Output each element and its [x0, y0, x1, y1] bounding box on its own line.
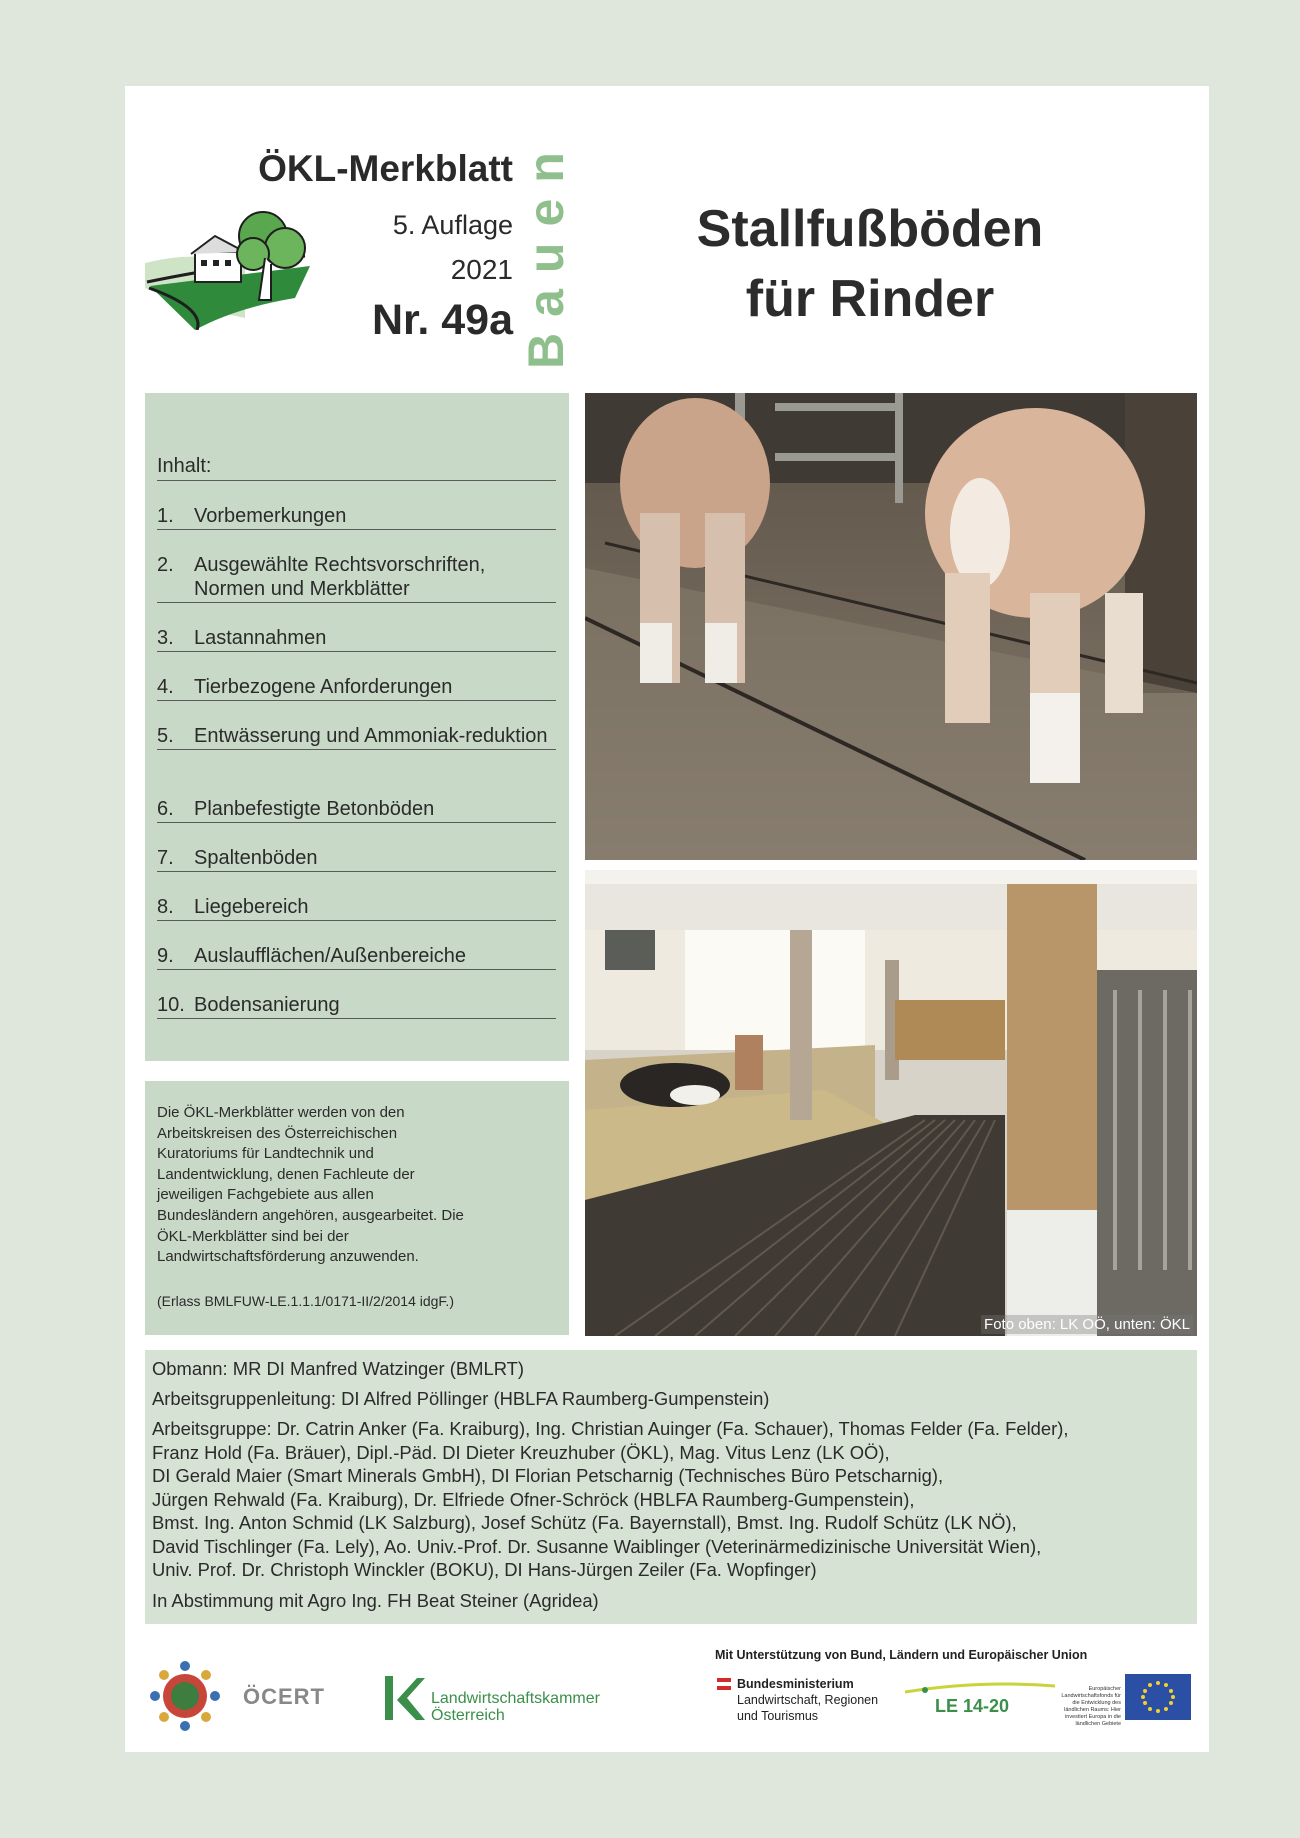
toc-item[interactable]: [157, 846, 556, 872]
support-statement: Mit Unterstützung von Bund, Ländern und Europäischer Union: [715, 1648, 1088, 1662]
toc-item-number: 2.: [157, 554, 174, 576]
main-title-line-1: Stallfußböden: [696, 200, 1044, 258]
toc-item[interactable]: [157, 626, 556, 652]
working-group-credits: [145, 1350, 1197, 1624]
le-swoosh-icon: [905, 1682, 1055, 1696]
group-line: Univ. Prof. Dr. Christoph Winckler (BOKU), DI Hans-Jürgen Zeiler (Fa. Wopfinger): [152, 1559, 817, 1580]
toc-item-label: Liegebereich: [194, 896, 309, 918]
toc-item-label: Planbefestigte Betonböden: [194, 798, 435, 820]
eu-fund-note: Europäischer Landwirtschaftsfonds für die Entwicklung des ländlichen Raums: Hier investiert Europa in die ländlichen Gebiete: [1061, 1686, 1121, 1727]
agreement-line: In Abstimmung mit Agro Ing. FH Beat Steiner (Agridea): [152, 1590, 599, 1611]
ministry-line-1: Bundesministerium: [737, 1677, 854, 1691]
toc-item-number: 9.: [157, 945, 174, 967]
decree-reference: (Erlass BMLFUW-LE.1.1.1/0171-II/2/2014 idgF.): [157, 1293, 454, 1309]
lead-line: Arbeitsgruppenleitung: DI Alfred Pöllinger (HBLFA Raumberg-Gumpenstein): [152, 1388, 770, 1409]
photo-barn-slatted-floor: [585, 870, 1197, 1336]
group-line: Arbeitsgruppe: Dr. Catrin Anker (Fa. Kraiburg), Ing. Christian Auinger (Fa. Schauer), Thomas Felder (Fa. Felder),: [152, 1418, 1069, 1439]
lk-line-1: Landwirtschaftskammer: [431, 1690, 600, 1707]
toc-item-label: Bodensanierung: [194, 994, 340, 1016]
ministry-line-3: und Tourismus: [737, 1709, 819, 1723]
toc-item-number: 8.: [157, 896, 174, 918]
group-line: DI Gerald Maier (Smart Minerals GmbH), DI Florian Petscharnig (Technisches Büro Petscharnig),: [152, 1465, 944, 1486]
group-line: David Tischlinger (Fa. Lely), Ao. Univ.-Prof. Dr. Susanne Waiblinger (Veterinärmedizinische Universität Wien),: [152, 1535, 1042, 1557]
toc-item[interactable]: [157, 553, 556, 603]
toc-item-label: Entwässerung und Ammoniak-reduktion: [194, 725, 548, 747]
wreath-logo: [147, 1658, 223, 1734]
toc-item-number: 6.: [157, 798, 174, 820]
toc-item[interactable]: [157, 797, 556, 823]
ministry-line-2: Landwirtschaft, Regionen: [737, 1693, 879, 1707]
toc-item-number: 4.: [157, 676, 174, 698]
group-line: Bmst. Ing. Anton Schmid (LK Salzburg), Josef Schütz (Fa. Bayernstall), Bmst. Ing. Rudolf Schütz (LK NÖ),: [152, 1512, 1017, 1533]
info-text: Die ÖKL-Merkblätter werden von den Arbeitskreisen des Österreichischen Kuratoriums für Landtechnik und Landentwicklung, denen Fachleute der jeweiligen Fachgebiete aus allen Bundesländern angehören, ausgearbeitet. Die ÖKL-Merkblätter sind bei der Landwirtschaftsförderung anzuwenden.: [157, 1104, 464, 1266]
toc-item-label: Spaltenböden: [194, 847, 318, 869]
austria-flag-icon: [717, 1678, 731, 1690]
toc-item[interactable]: [157, 675, 556, 701]
info-box: [145, 1081, 569, 1335]
eu-flag-icon: [1125, 1674, 1191, 1720]
leaflet-number: Nr. 49a: [371, 296, 513, 344]
le-14-20-logo: LE 14-20: [935, 1696, 1010, 1716]
year: 2021: [450, 254, 513, 285]
toc-item-label: Vorbemerkungen: [194, 505, 347, 527]
photo-cows-illustration: [585, 393, 1197, 860]
group-line: Franz Hold (Fa. Bräuer), Dipl.-Päd. DI Dieter Kreuzhuber (ÖKL), Mag. Vitus Lenz (LK OÖ),: [152, 1441, 890, 1463]
toc-item-number: 10.: [157, 994, 185, 1016]
leaflet-series-title: ÖKL-Merkblatt: [258, 148, 513, 189]
photo-credit: Foto oben: LK OÖ, unten: ÖKL: [981, 1315, 1193, 1334]
ministry-name: [737, 1676, 878, 1724]
edition: 5. Auflage: [392, 210, 513, 240]
toc-item[interactable]: [157, 993, 556, 1019]
toc-item-number: 7.: [157, 847, 174, 869]
toc-item-label: Ausgewählte Rechtsvorschriften, Normen und Merkblätter: [194, 554, 486, 600]
toc-item-label: Auslaufflächen/Außenbereiche: [194, 945, 467, 967]
table-of-contents: [145, 393, 569, 1061]
photo-barn-illustration: [585, 870, 1197, 1336]
group-line: Jürgen Rehwald (Fa. Kraiburg), Dr. Elfriede Ofner-Schröck (HBLFA Raumberg-Gumpenstein),: [152, 1488, 915, 1510]
toc-item[interactable]: [157, 504, 556, 530]
page: [125, 86, 1209, 1752]
lk-logo-mark: [383, 1674, 427, 1722]
lk-name: [431, 1690, 600, 1724]
toc-heading: Inhalt:: [157, 455, 556, 481]
main-title: [595, 194, 1145, 334]
category-label: Bauen: [518, 136, 574, 369]
toc-item[interactable]: [157, 724, 556, 750]
toc-item-number: 5.: [157, 725, 174, 747]
lk-line-2: Österreich: [431, 1707, 505, 1724]
photo-cows-concrete-floor: [585, 393, 1197, 860]
toc-item-number: 1.: [157, 505, 174, 527]
main-title-line-2: für Rinder: [745, 270, 995, 328]
toc-item[interactable]: [157, 895, 556, 921]
chair-line: Obmann: MR DI Manfred Watzinger (BMLRT): [152, 1358, 524, 1379]
toc-item-number: 3.: [157, 627, 174, 649]
toc-item-label: Lastannahmen: [194, 627, 327, 649]
ocert-logo: ÖCERT: [243, 1684, 325, 1709]
toc-item[interactable]: [157, 944, 556, 970]
toc-item-label: Tierbezogene Anforderungen: [194, 676, 453, 698]
